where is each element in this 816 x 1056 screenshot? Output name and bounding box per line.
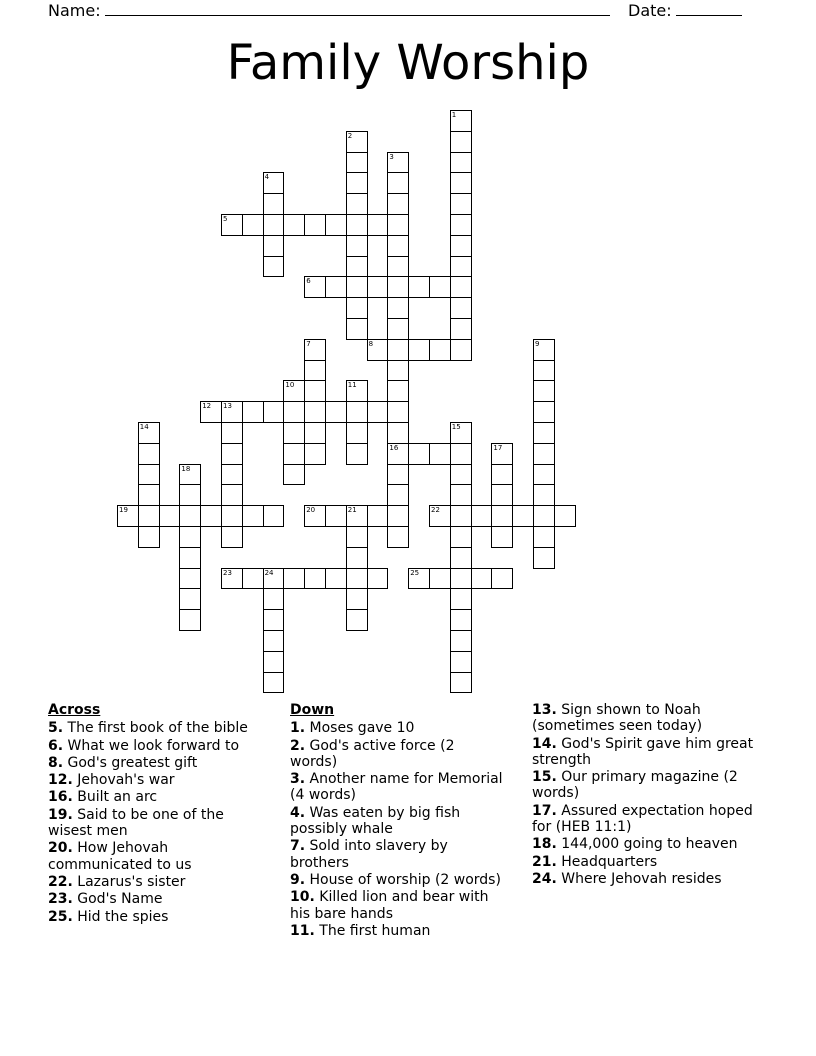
- grid-cell[interactable]: [304, 360, 326, 382]
- clue-number: 12: [202, 402, 212, 411]
- clue-number: 6: [306, 277, 311, 286]
- clue-item-number: 13.: [532, 702, 557, 718]
- grid-cell[interactable]: [263, 568, 285, 590]
- grid-cell[interactable]: [450, 256, 472, 278]
- grid-cell[interactable]: [450, 276, 472, 298]
- grid-cell[interactable]: [408, 339, 430, 361]
- clue-item-text: How Jehovah communicated to us: [48, 840, 192, 873]
- grid-cell[interactable]: [346, 609, 368, 631]
- grid-cell[interactable]: [346, 318, 368, 340]
- grid-cell[interactable]: [367, 505, 389, 527]
- across-heading: Across: [48, 702, 101, 718]
- grid-cell[interactable]: [387, 505, 409, 527]
- grid-cell[interactable]: [491, 464, 513, 486]
- grid-cell[interactable]: [242, 505, 264, 527]
- name-label: Name:: [48, 1, 101, 20]
- grid-cell[interactable]: [346, 297, 368, 319]
- clue-item-number: 22.: [48, 873, 73, 890]
- clue-number: 25: [410, 568, 420, 577]
- grid-cell[interactable]: [429, 276, 451, 298]
- grid-cell[interactable]: [429, 443, 451, 465]
- grid-cell[interactable]: [387, 193, 409, 215]
- grid-cell[interactable]: [221, 401, 243, 423]
- grid-cell[interactable]: [117, 505, 139, 527]
- grid-cell[interactable]: [367, 568, 389, 590]
- grid-cell[interactable]: [242, 214, 264, 236]
- clue-item: [48, 789, 248, 805]
- grid-cell[interactable]: [491, 568, 513, 590]
- grid-cell[interactable]: [221, 484, 243, 506]
- grid-cell[interactable]: [179, 526, 201, 548]
- clue-number: 1: [451, 111, 457, 119]
- grid-cell[interactable]: [346, 380, 368, 402]
- clue-number: 18: [181, 464, 191, 473]
- grid-cell[interactable]: [450, 297, 472, 319]
- clue-item: [290, 771, 505, 804]
- grid-cell[interactable]: [450, 172, 472, 194]
- clue-item: [532, 803, 767, 836]
- clue-item-number: 17.: [532, 802, 557, 819]
- clue-item: [532, 871, 767, 887]
- clue-item-text: The first human: [314, 922, 431, 939]
- clue-item: [48, 755, 248, 771]
- grid-cell[interactable]: [304, 214, 326, 236]
- grid-cell[interactable]: [533, 526, 555, 548]
- clue-item-text: God's Spirit gave him great strength: [532, 735, 754, 768]
- grid-cell[interactable]: [346, 131, 368, 153]
- clue-item-number: 20.: [48, 840, 73, 857]
- grid-cell[interactable]: [387, 401, 409, 423]
- clue-item-number: 5.: [48, 720, 64, 737]
- grid-cell[interactable]: [325, 276, 347, 298]
- clue-item-number: 4.: [290, 804, 306, 821]
- grid-cell[interactable]: [450, 651, 472, 673]
- grid-cell[interactable]: [263, 505, 285, 527]
- grid-cell[interactable]: [179, 588, 201, 610]
- clue-item: [48, 772, 248, 788]
- clue-item: [48, 720, 248, 736]
- grid-cell[interactable]: [200, 401, 222, 423]
- grid-cell[interactable]: [387, 214, 409, 236]
- down-clues: [290, 702, 505, 940]
- grid-cell[interactable]: [346, 256, 368, 278]
- grid-cell[interactable]: [533, 380, 555, 402]
- clue-item-number: 16.: [48, 789, 73, 806]
- grid-cell[interactable]: [533, 360, 555, 382]
- clue-item-text: God's Name: [72, 891, 163, 908]
- grid-cell[interactable]: [346, 152, 368, 174]
- grid-cell[interactable]: [263, 630, 285, 652]
- puzzle-title: Family Worship: [226, 35, 590, 91]
- grid-cell[interactable]: [450, 547, 472, 569]
- grid-cell[interactable]: [263, 651, 285, 673]
- grid-cell[interactable]: [471, 568, 493, 590]
- grid-cell[interactable]: [304, 380, 326, 402]
- clue-number: 8: [368, 339, 374, 348]
- grid-cell[interactable]: [408, 568, 430, 590]
- clue-item: [532, 854, 767, 870]
- clue-item: [48, 738, 248, 754]
- grid-cell[interactable]: [283, 443, 305, 465]
- grid-cell[interactable]: [221, 568, 243, 590]
- clue-item: [290, 738, 505, 771]
- grid-cell[interactable]: [346, 172, 368, 194]
- clue-item-text: Lazarus's sister: [72, 873, 186, 890]
- clue-number: 22: [431, 506, 440, 515]
- clue-number: 21: [347, 506, 357, 515]
- grid-cell[interactable]: [491, 505, 513, 527]
- clue-item-text: Our primary magazine (2 words): [532, 769, 738, 802]
- grid-cell[interactable]: [304, 339, 326, 361]
- clue-item: [48, 909, 248, 925]
- grid-cell[interactable]: [325, 214, 347, 236]
- clue-item-number: 21.: [532, 853, 557, 870]
- grid-cell[interactable]: [450, 588, 472, 610]
- grid-cell[interactable]: [387, 422, 409, 444]
- down-clues-continued: [532, 702, 767, 888]
- clue-item-number: 23.: [48, 891, 73, 908]
- grid-cell[interactable]: [346, 547, 368, 569]
- clue-item: [532, 736, 767, 769]
- grid-cell[interactable]: [387, 339, 409, 361]
- grid-cell[interactable]: [263, 193, 285, 215]
- clue-item-text: Hid the spies: [72, 908, 169, 925]
- grid-cell[interactable]: [346, 422, 368, 444]
- grid-cell[interactable]: [346, 443, 368, 465]
- grid-cell[interactable]: [242, 401, 264, 423]
- clue-number: 2: [347, 131, 353, 140]
- grid-cell[interactable]: [450, 318, 472, 340]
- clue-item-text: The first book of the bible: [63, 720, 248, 737]
- grid-cell[interactable]: [450, 630, 472, 652]
- grid-cell[interactable]: [159, 505, 181, 527]
- clue-item-text: God's active force (2 words): [290, 737, 455, 770]
- clue-item: [48, 807, 248, 840]
- clue-item-text: Another name for Memorial (4 words): [290, 771, 503, 804]
- grid-cell[interactable]: [242, 568, 264, 590]
- grid-cell[interactable]: [450, 484, 472, 506]
- clue-item-number: 24.: [532, 870, 557, 887]
- clue-item-text: Moses gave 10: [305, 720, 415, 737]
- grid-cell[interactable]: [221, 526, 243, 548]
- grid-cell[interactable]: [450, 443, 472, 465]
- clue-number: 10: [285, 381, 295, 390]
- clue-number: 15: [451, 423, 461, 431]
- clue-item: [290, 805, 505, 838]
- date-label: Date:: [628, 1, 672, 20]
- grid-cell[interactable]: [450, 152, 472, 174]
- grid-cell[interactable]: [387, 360, 409, 382]
- grid-cell[interactable]: [533, 401, 555, 423]
- clue-number: 9: [535, 339, 540, 348]
- grid-cell[interactable]: [387, 256, 409, 278]
- clue-item: [290, 872, 505, 888]
- grid-cell[interactable]: [387, 380, 409, 402]
- grid-cell[interactable]: [450, 526, 472, 548]
- clue-item-text: Where Jehovah resides: [556, 870, 722, 887]
- clue-number: 17: [493, 443, 503, 452]
- clue-number: 11: [347, 381, 357, 390]
- grid-cell[interactable]: [283, 214, 305, 236]
- clue-item-number: 3.: [290, 771, 306, 788]
- clue-item-text: God's greatest gift: [63, 754, 198, 771]
- across-clues: [48, 702, 248, 926]
- grid-cell[interactable]: [325, 505, 347, 527]
- grid-cell[interactable]: [263, 214, 285, 236]
- grid-cell[interactable]: [179, 547, 201, 569]
- clue-item-text: 144,000 going to heaven: [556, 836, 738, 853]
- grid-cell[interactable]: [283, 422, 305, 444]
- grid-cell[interactable]: [283, 568, 305, 590]
- grid-cell[interactable]: [221, 422, 243, 444]
- clue-item-number: 9.: [290, 871, 306, 888]
- grid-cell[interactable]: [450, 131, 472, 153]
- clue-item-text: Built an arc: [72, 789, 158, 806]
- clue-item: [532, 769, 767, 802]
- clue-number: 4: [264, 173, 270, 182]
- grid-cell[interactable]: [367, 339, 389, 361]
- clue-number: 16: [389, 443, 399, 452]
- grid-cell[interactable]: [304, 422, 326, 444]
- grid-cell[interactable]: [408, 276, 430, 298]
- grid-cell[interactable]: [387, 297, 409, 319]
- clue-item-number: 14.: [532, 735, 557, 752]
- grid-cell[interactable]: [325, 401, 347, 423]
- grid-cell[interactable]: [387, 526, 409, 548]
- grid-cell[interactable]: [554, 505, 576, 527]
- clue-item: [48, 891, 248, 907]
- grid-cell[interactable]: [283, 401, 305, 423]
- grid-cell[interactable]: [387, 464, 409, 486]
- grid-cell[interactable]: [283, 380, 305, 402]
- grid-cell[interactable]: [387, 318, 409, 340]
- grid-cell[interactable]: [533, 339, 555, 361]
- clue-item-number: 15.: [532, 769, 557, 786]
- grid-cell[interactable]: [263, 672, 285, 694]
- clue-item: [290, 889, 505, 922]
- grid-cell[interactable]: [450, 193, 472, 215]
- grid-cell[interactable]: [263, 609, 285, 631]
- grid-cell[interactable]: [429, 568, 451, 590]
- grid-cell[interactable]: [263, 172, 285, 194]
- clue-item: [48, 840, 248, 873]
- grid-cell[interactable]: [533, 484, 555, 506]
- clue-item-text: Said to be one of the wisest men: [48, 806, 224, 840]
- grid-cell[interactable]: [450, 464, 472, 486]
- grid-cell[interactable]: [304, 401, 326, 423]
- grid-cell[interactable]: [367, 276, 389, 298]
- grid-cell[interactable]: [533, 547, 555, 569]
- grid-cell[interactable]: [450, 235, 472, 257]
- grid-cell[interactable]: [471, 505, 493, 527]
- grid-cell[interactable]: [346, 401, 368, 423]
- grid-cell[interactable]: [512, 505, 534, 527]
- down-heading: Down: [290, 702, 335, 718]
- grid-cell[interactable]: [408, 443, 430, 465]
- clue-item-text: Killed lion and bear with his bare hands: [290, 889, 489, 922]
- grid-cell[interactable]: [450, 110, 472, 132]
- grid-cell[interactable]: [346, 193, 368, 215]
- grid-cell[interactable]: [533, 422, 555, 444]
- clue-item: [532, 836, 767, 852]
- grid-cell[interactable]: [179, 484, 201, 506]
- grid-cell[interactable]: [450, 568, 472, 590]
- clue-item-number: 25.: [48, 908, 73, 925]
- grid-cell[interactable]: [304, 276, 326, 298]
- grid-cell[interactable]: [283, 464, 305, 486]
- clue-item: [290, 720, 505, 736]
- clue-number: 5: [223, 215, 228, 223]
- grid-cell[interactable]: [304, 505, 326, 527]
- grid-cell[interactable]: [346, 505, 368, 527]
- clue-item-number: 7.: [290, 838, 306, 855]
- grid-cell[interactable]: [367, 401, 389, 423]
- clue-item-text: Assured expectation hoped for (HEB 11:1): [532, 802, 753, 836]
- grid-cell[interactable]: [387, 152, 409, 174]
- grid-cell[interactable]: [450, 505, 472, 527]
- grid-cell[interactable]: [179, 568, 201, 590]
- grid-cell[interactable]: [304, 568, 326, 590]
- grid-cell[interactable]: [138, 526, 160, 548]
- clue-item-number: 1.: [290, 720, 306, 737]
- clue-item-number: 6.: [48, 737, 64, 754]
- grid-cell[interactable]: [429, 505, 451, 527]
- clue-number: 24: [264, 568, 274, 577]
- grid-cell[interactable]: [221, 464, 243, 486]
- grid-cell[interactable]: [346, 526, 368, 548]
- clue-item-number: 11.: [290, 922, 315, 939]
- grid-cell[interactable]: [346, 276, 368, 298]
- grid-cell[interactable]: [221, 443, 243, 465]
- clue-item-text: What we look forward to: [63, 737, 240, 754]
- clue-number: 13: [223, 402, 232, 411]
- grid-cell[interactable]: [346, 214, 368, 236]
- grid-cell[interactable]: [179, 609, 201, 631]
- grid-cell[interactable]: [367, 214, 389, 236]
- clue-item-number: 10.: [290, 889, 315, 906]
- grid-cell[interactable]: [387, 443, 409, 465]
- grid-cell[interactable]: [450, 609, 472, 631]
- clue-number: 23: [223, 568, 232, 577]
- grid-cell[interactable]: [138, 505, 160, 527]
- grid-cell[interactable]: [263, 588, 285, 610]
- clue-number: 19: [119, 506, 128, 515]
- grid-cell[interactable]: [138, 464, 160, 486]
- grid-cell[interactable]: [387, 276, 409, 298]
- grid-cell[interactable]: [221, 505, 243, 527]
- clue-item-text: House of worship (2 words): [305, 871, 501, 888]
- clue-number: 7: [306, 339, 311, 348]
- grid-cell[interactable]: [325, 568, 347, 590]
- grid-cell[interactable]: [138, 484, 160, 506]
- clue-item-text: Jehovah's war: [72, 772, 175, 789]
- grid-cell[interactable]: [346, 568, 368, 590]
- grid-cell[interactable]: [429, 339, 451, 361]
- clue-item: [290, 923, 505, 939]
- grid-cell[interactable]: [533, 443, 555, 465]
- clue-item: [48, 874, 248, 890]
- grid-cell[interactable]: [346, 235, 368, 257]
- grid-cell[interactable]: [346, 588, 368, 610]
- clue-item-text: Was eaten by big fish possibly whale: [290, 804, 461, 838]
- grid-cell[interactable]: [263, 256, 285, 278]
- clue-item-number: 19.: [48, 806, 73, 823]
- grid-cell[interactable]: [491, 526, 513, 548]
- grid-cell[interactable]: [387, 235, 409, 257]
- clue-item-number: 18.: [532, 836, 557, 853]
- clue-item-number: 12.: [48, 772, 73, 789]
- grid-cell[interactable]: [450, 339, 472, 361]
- grid-cell[interactable]: [263, 235, 285, 257]
- grid-cell[interactable]: [387, 484, 409, 506]
- grid-cell[interactable]: [263, 401, 285, 423]
- clue-item: [290, 838, 505, 871]
- clue-item-text: Sign shown to Noah (sometimes seen today): [532, 702, 703, 735]
- grid-cell[interactable]: [387, 172, 409, 194]
- grid-cell[interactable]: [138, 443, 160, 465]
- grid-cell[interactable]: [138, 422, 160, 444]
- clue-item: [532, 702, 767, 735]
- grid-cell[interactable]: [533, 464, 555, 486]
- grid-cell[interactable]: [179, 464, 201, 486]
- grid-cell[interactable]: [491, 443, 513, 465]
- grid-cell[interactable]: [533, 505, 555, 527]
- grid-cell[interactable]: [221, 214, 243, 236]
- grid-cell[interactable]: [450, 672, 472, 694]
- clue-number: 14: [139, 423, 149, 431]
- grid-cell[interactable]: [450, 214, 472, 236]
- grid-cell[interactable]: [304, 443, 326, 465]
- clue-item-text: Sold into slavery by brothers: [290, 838, 448, 871]
- grid-cell[interactable]: [491, 484, 513, 506]
- clue-item-text: Headquarters: [556, 853, 658, 870]
- clue-item-number: 8.: [48, 754, 64, 771]
- clue-number: 3: [389, 152, 394, 161]
- grid-cell[interactable]: [450, 422, 472, 444]
- grid-cell[interactable]: [179, 505, 201, 527]
- clue-item-number: 2.: [290, 737, 306, 754]
- clue-number: 20: [306, 506, 316, 515]
- grid-cell[interactable]: [200, 505, 222, 527]
